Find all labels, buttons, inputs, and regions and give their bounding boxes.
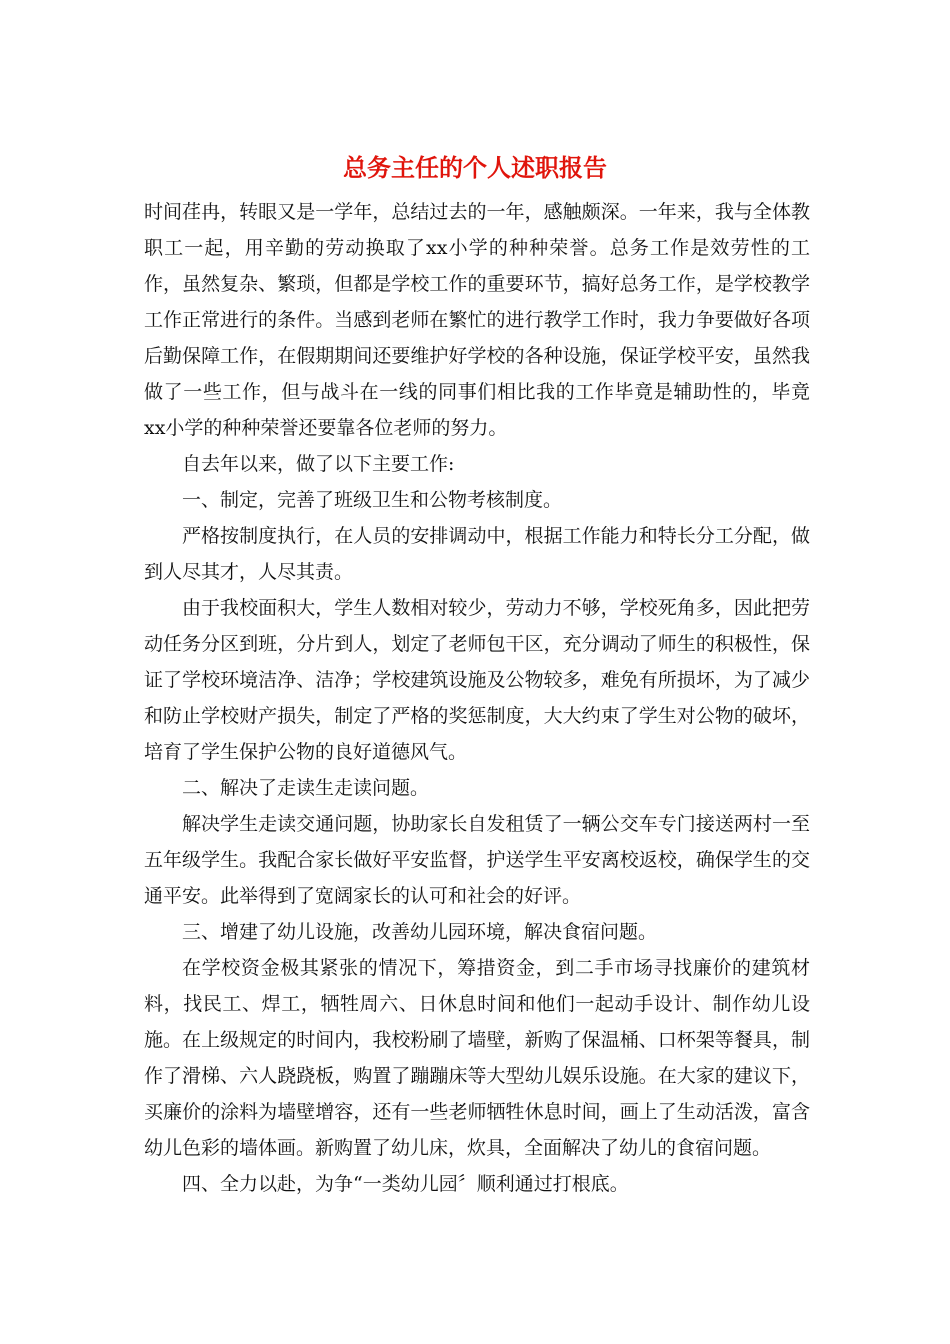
paragraph-section-1b: 由于我校面积大，学生人数相对较少，劳动力不够，学校死角多，因此把劳动任务分区到班，分片到人，划定了老师包干区，充分调动了师生的积极性，保证了学校环境洁净、洁净；学校建筑设施及公物较多，难免有所损坏，为了减少和防止学校财产损失，制定了严格的奖惩制度，大大约束了学生对公物的破坏，培育了学生保护公物的良好道德风气。 xyxy=(144,597,810,763)
section-heading-4: 四、全力以赴，为争“一类幼儿园〞顺利通过打根底。 xyxy=(182,1173,629,1195)
section-heading-2: 二、解决了走读生走读问题。 xyxy=(182,777,430,799)
section-heading-1: 一、制定，完善了班级卫生和公物考核制度。 xyxy=(182,489,563,511)
document-body xyxy=(144,194,810,1202)
paragraph-section-2: 解决学生走读交通问题，协助家长自发租赁了一辆公交车专门接送两村一至五年级学生。我配合家长做好平安监督，护送学生平安离校返校，确保学生的交通平安。此举得到了宽阔家长的认可和社会的好评。 xyxy=(144,813,810,907)
paragraph-section-3: 在学校资金极其紧张的情况下，筹措资金，到二手市场寻找廉价的建筑材料，找民工、焊工，牺牲周六、日休息时间和他们一起动手设计、制作幼儿设施。在上级规定的时间内，我校粉刷了墙壁，新购了保温桶、口杯架等餐具，制作了滑梯、六人跷跷板，购置了蹦蹦床等大型幼儿娱乐设施。在大家的建议下，买廉价的涂料为墙壁增容，还有一些老师牺牲休息时间，画上了生动活泼，富含幼儿色彩的墙体画。新购置了幼儿床，炊具，全面解决了幼儿的食宿问题。 xyxy=(144,957,810,1159)
paragraph-section-1a: 严格按制度执行，在人员的安排调动中，根据工作能力和特长分工分配，做到人尽其才，人尽其责。 xyxy=(144,525,810,583)
section-heading-3: 三、增建了幼儿设施，改善幼儿园环境，解决食宿问题。 xyxy=(182,921,658,943)
paragraph-intro: 时间荏冉，转眼又是一学年，总结过去的一年，感触颇深。一年来，我与全体教职工一起，用辛勤的劳动换取了xx小学的种种荣誉。总务工作是效劳性的工作，虽然复杂、繁琐，但都是学校工作的重要环节，搞好总务工作，是学校教学工作正常进行的条件。当感到老师在繁忙的进行教学工作时，我力争要做好各项后勤保障工作，在假期期间还要维护好学校的各种设施，保证学校平安，虽然我做了一些工作，但与战斗在一线的同事们相比我的工作毕竟是辅助性的，毕竟xx小学的种种荣誉还要靠各位老师的努力。 xyxy=(144,201,810,439)
page-title: 总务主任的个人述职报告 xyxy=(343,153,607,182)
paragraph-summary-lead: 自去年以来，做了以下主要工作: xyxy=(182,453,455,475)
